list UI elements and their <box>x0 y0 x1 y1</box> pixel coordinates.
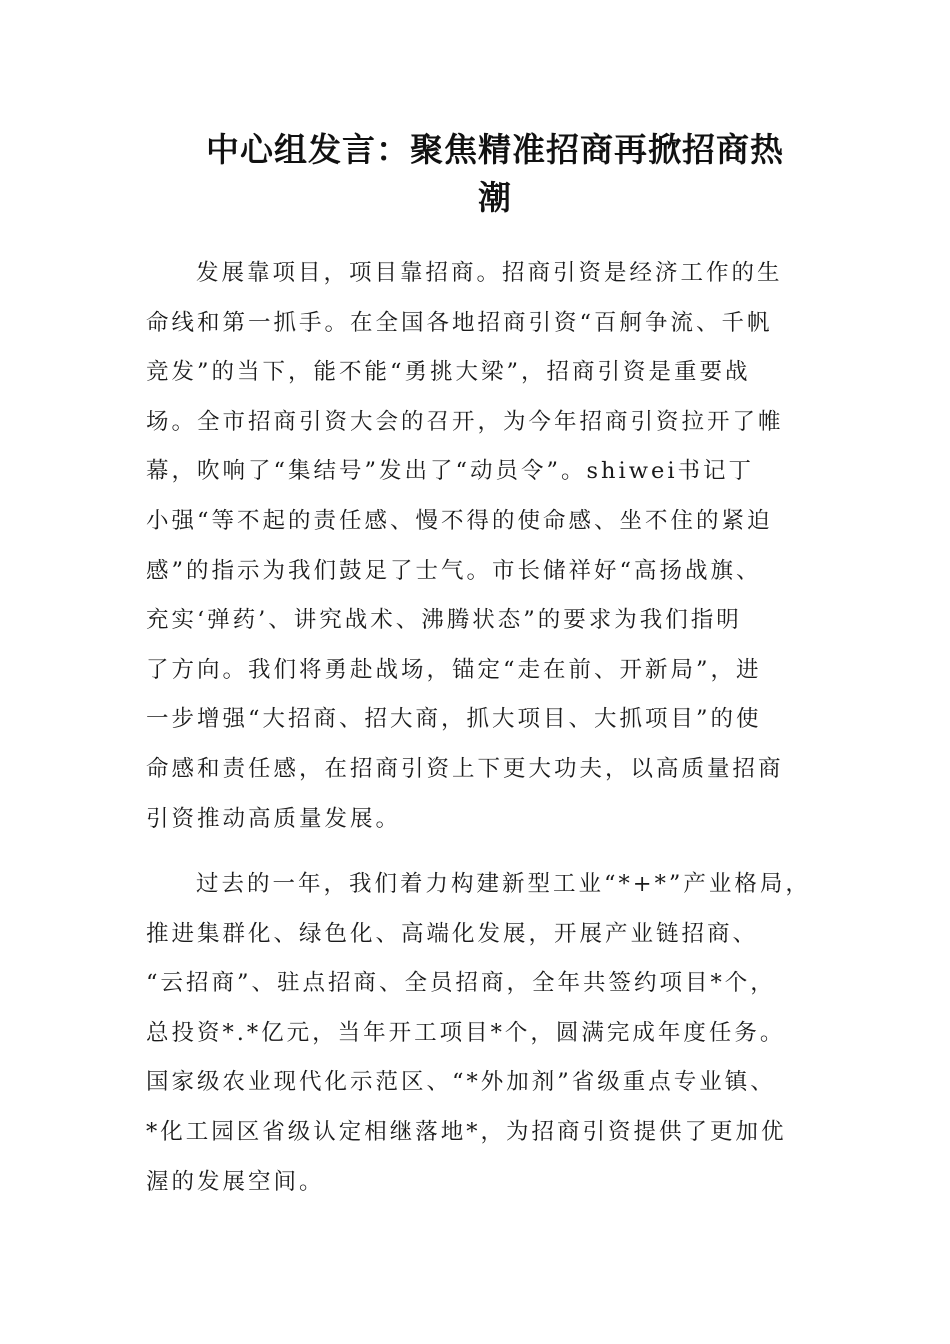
paragraph-line: 过去的一年，我们着力构建新型工业“*+*”产业格局， <box>196 871 811 897</box>
paragraph-line: 国家级农业现代化示范区、“*外加剂”省级重点专业镇、 <box>146 1069 776 1096</box>
paragraph-2 <box>146 860 811 1207</box>
paragraph-line: 总投资*.*亿元，当年开工项目*个，圆满完成年度任务。 <box>146 1019 786 1046</box>
paragraph-line: 幕，吹响了“集结号”发出了“动员令”。shiwei书记丁 <box>146 458 755 485</box>
paragraph-line: 渥的发展空间。 <box>146 1168 325 1195</box>
title-line-1: 中心组发言：聚焦精准招商再掀招商热 <box>206 130 784 169</box>
paragraph-line: 竞发”的当下，能不能“勇挑大梁”，招商引资是重要战 <box>146 359 751 386</box>
paragraph-line: 命线和第一抓手。在全国各地招商引资“百舸争流、千帆 <box>146 309 773 336</box>
paragraph-line: 一步增强“大招商、招大商，抓大项目、大抓项目”的使 <box>146 706 762 733</box>
paragraph-1 <box>146 249 784 844</box>
paragraph-line: 小强“等不起的责任感、慢不得的使命感、坐不住的紧迫 <box>146 507 773 534</box>
paragraph-line: 引资推动高质量发展。 <box>146 805 402 832</box>
paragraph-line: 了方向。我们将勇赴战场，锚定“走在前、开新局”，进 <box>146 656 762 683</box>
paragraph-line: 发展靠项目，项目靠招商。招商引资是经济工作的生 <box>196 260 783 286</box>
paragraph-line: 充实‘弹药’、讲究战术、沸腾状态”的要求为我们指明 <box>146 607 742 634</box>
title-line-2: 潮 <box>478 178 512 217</box>
document-title <box>170 126 820 222</box>
paragraph-line: 场。全市招商引资大会的召开，为今年招商引资拉开了帷 <box>146 408 784 435</box>
paragraph-line: “云招商”、驻点招商、全员招商，全年共签约项目*个， <box>146 970 776 997</box>
paragraph-line: *化工园区省级认定相继落地*，为招商引资提供了更加优 <box>146 1118 787 1145</box>
paragraph-line: 感”的指示为我们鼓足了士气。市长储祥好“高扬战旗、 <box>146 557 762 584</box>
paragraph-line: 命感和责任感，在招商引资上下更大功夫，以高质量招商 <box>146 755 784 782</box>
paragraph-line: 推进集群化、绿色化、高端化发展，开展产业链招商、 <box>146 920 759 947</box>
